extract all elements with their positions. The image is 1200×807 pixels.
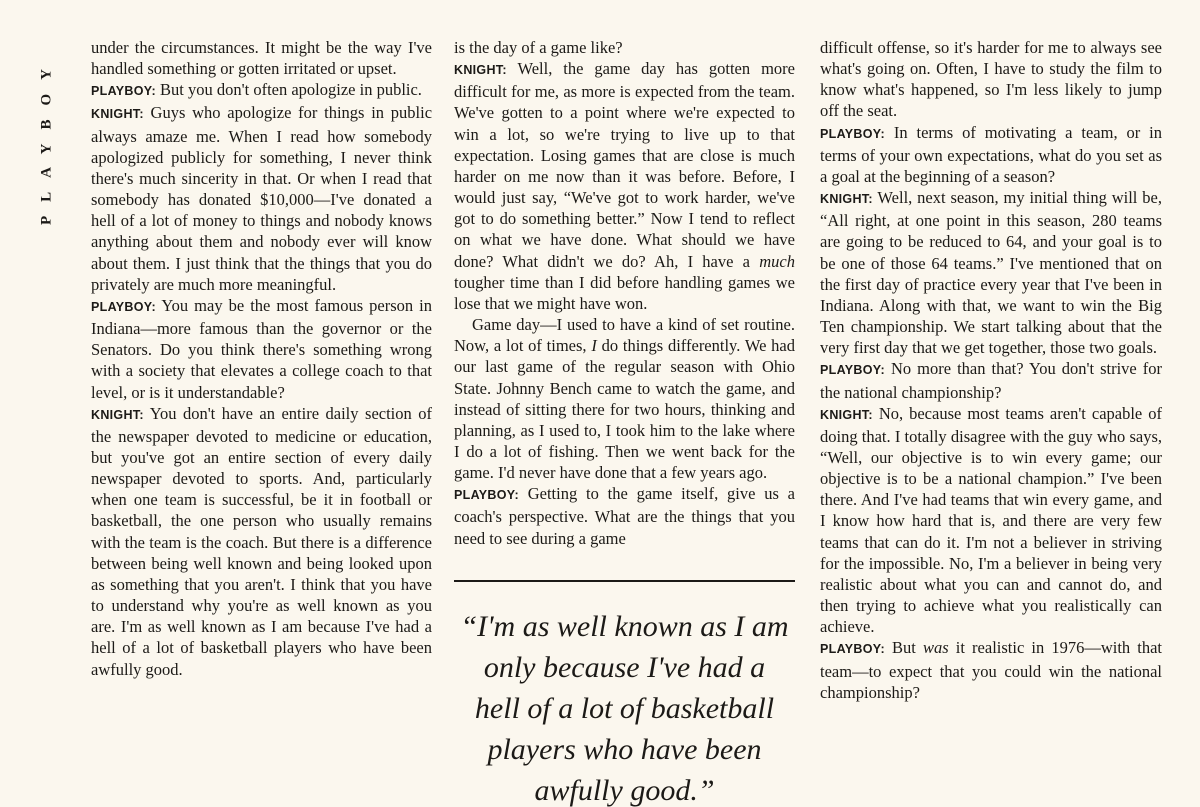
speaker-label: PLAYBOY: xyxy=(454,488,519,503)
paragraph-text: is the day of a game like? xyxy=(454,38,623,57)
paragraph xyxy=(454,58,795,314)
speaker-label: KNIGHT: xyxy=(820,192,873,207)
emphasis: I xyxy=(591,336,597,356)
paragraph xyxy=(820,37,1162,122)
paragraph xyxy=(454,37,795,58)
paragraph-text: No more than that? You don't strive for the national championship? xyxy=(820,359,1162,402)
paragraph xyxy=(820,358,1162,402)
text-column-1 xyxy=(91,37,432,807)
pull-quote-rule xyxy=(454,580,795,582)
emphasis: much xyxy=(759,251,795,271)
paragraph-text: Getting to the game itself, give us a coach's perspective. What are the things that you need to see during a game xyxy=(454,484,795,548)
paragraph-text: No, because most teams aren't capable of doing that. I totally disagree with the guy who says, “Well, our objective is to win every game; our objective is to be a national champion.” I've been there. And I've had teams that win every game, and I know how hard that is, and there are very few teams that can do it. I'm not a believer in striving for the impossible. No, I'm a believer in being very realistic about what you can and cannot do, and then trying to achieve what you realistically can achieve. xyxy=(820,403,1162,637)
paragraph xyxy=(454,483,795,548)
pull-quote: “I'm as well known as I am only because I've had a hell of a lot of basketball players who have been awfully good.” xyxy=(460,609,789,807)
paragraph xyxy=(820,403,1162,638)
speaker-label: KNIGHT: xyxy=(820,407,873,422)
speaker-label: PLAYBOY: xyxy=(91,299,156,314)
paragraph-text: But you don't often apologize in public. xyxy=(160,80,422,100)
magazine-name-text: PLAYBOY xyxy=(38,55,55,225)
paragraph-text: difficult offense, so it's harder for me to always see what's going on. Often, I have to study the film to know what's happened, so I'm less likely to jump off the seat. xyxy=(820,38,1162,121)
paragraph-text: tougher time than I did before handling games we lose that we might have won. xyxy=(454,272,795,313)
paragraph-text: do things differently. We had our last game of the regular season with Ohio State. Johnny Bench came to watch the game, and instead of sitting there for two hours, thinking and planning, as I used to, I took him to the lake where I do a lot of fishing. Then we went back for the game. I'd never have done that a few years ago. xyxy=(454,336,795,483)
paragraph-text: In terms of motivating a team, or in terms of your own expectations, what do you set as a goal at the beginning of a season? xyxy=(820,122,1162,186)
magazine-name xyxy=(22,40,72,240)
paragraph xyxy=(91,37,432,79)
speaker-label: PLAYBOY: xyxy=(820,363,885,378)
speaker-label: PLAYBOY: xyxy=(91,84,156,99)
text-column-3 xyxy=(820,37,1162,807)
paragraph xyxy=(91,102,432,294)
text-column-2 xyxy=(454,37,795,807)
paragraph xyxy=(820,637,1162,702)
paragraph-text: under the circumstances. It might be the way I've handled something or gotten irritated or upset. xyxy=(91,38,432,79)
paragraph-text: Well, next season, my initial thing will be, “All right, at one point in this season, 280 teams are going to be reduced to 64, and your goal is to be one of those 64 teams.” I've mentioned that on the first day of practice every year that I've been in Indiana. Along with that, we want to win the Big Ten championship. We start talking about that the very first day that we get together, those two goals. xyxy=(820,188,1162,358)
paragraph-text: You may be the most famous person in Indiana—more famous than the governor or the Senators. Do you think there's something wrong with a society that elevates a college coach to that level, or is it understandable? xyxy=(91,295,432,402)
paragraph xyxy=(91,403,432,680)
speaker-label: PLAYBOY: xyxy=(820,642,885,657)
paragraph-text: Game day—I used to have a kind of set routine. Now, a lot of times, xyxy=(454,315,795,356)
paragraph-text: But xyxy=(892,638,923,658)
speaker-label: KNIGHT: xyxy=(91,107,144,122)
paragraph xyxy=(820,187,1162,358)
paragraph xyxy=(454,314,795,483)
paragraph-text: it realistic in 1976—with that team—to expect that you could win the national championship? xyxy=(820,638,1162,702)
speaker-label: KNIGHT: xyxy=(91,407,144,422)
paragraph xyxy=(820,122,1162,187)
paragraph xyxy=(91,295,432,403)
paragraph xyxy=(91,79,432,102)
speaker-label: PLAYBOY: xyxy=(820,126,885,141)
paragraph-text: Guys who apologize for things in public always amaze me. When I read how somebody apologized publicly for something, I never think there's much sincerity in that. Or when I read that somebody has donated $10,000—I've donated a hell of a lot of money to things and nobody knows anything about them and nobody ever will know about them. I just think that the things that you do privately are much more meaningful. xyxy=(91,103,432,294)
paragraph-text: Well, the game day has gotten more difficult for me, as more is expected from the team. We've gotten to a point where we're expected to win a lot, so we're trying to live up to that expectation. Losing games that are close is much harder on me now than it was before. Before, I would just say, “We've got to work harder, we've got to do something better.” Now I tend to reflect on what we have done. What should we have done? What didn't we do? Ah, I have a xyxy=(454,59,795,271)
emphasis: was xyxy=(922,638,949,658)
speaker-label: KNIGHT: xyxy=(454,63,507,78)
paragraph-text: You don't have an entire daily section of the newspaper devoted to medicine or education, but you've got an entire section of every daily newspaper devoted to sports. And, particularly when one team is successful, be it in football or basketball, the one person who usually remains with the team is the coach. But there is a difference between being well known and being looked upon as something that you aren't. I think that you have to understand why you're as well known as you are. I'm as well known as I am because I've had a hell of a lot of basketball players who have been awfully good. xyxy=(91,403,432,679)
